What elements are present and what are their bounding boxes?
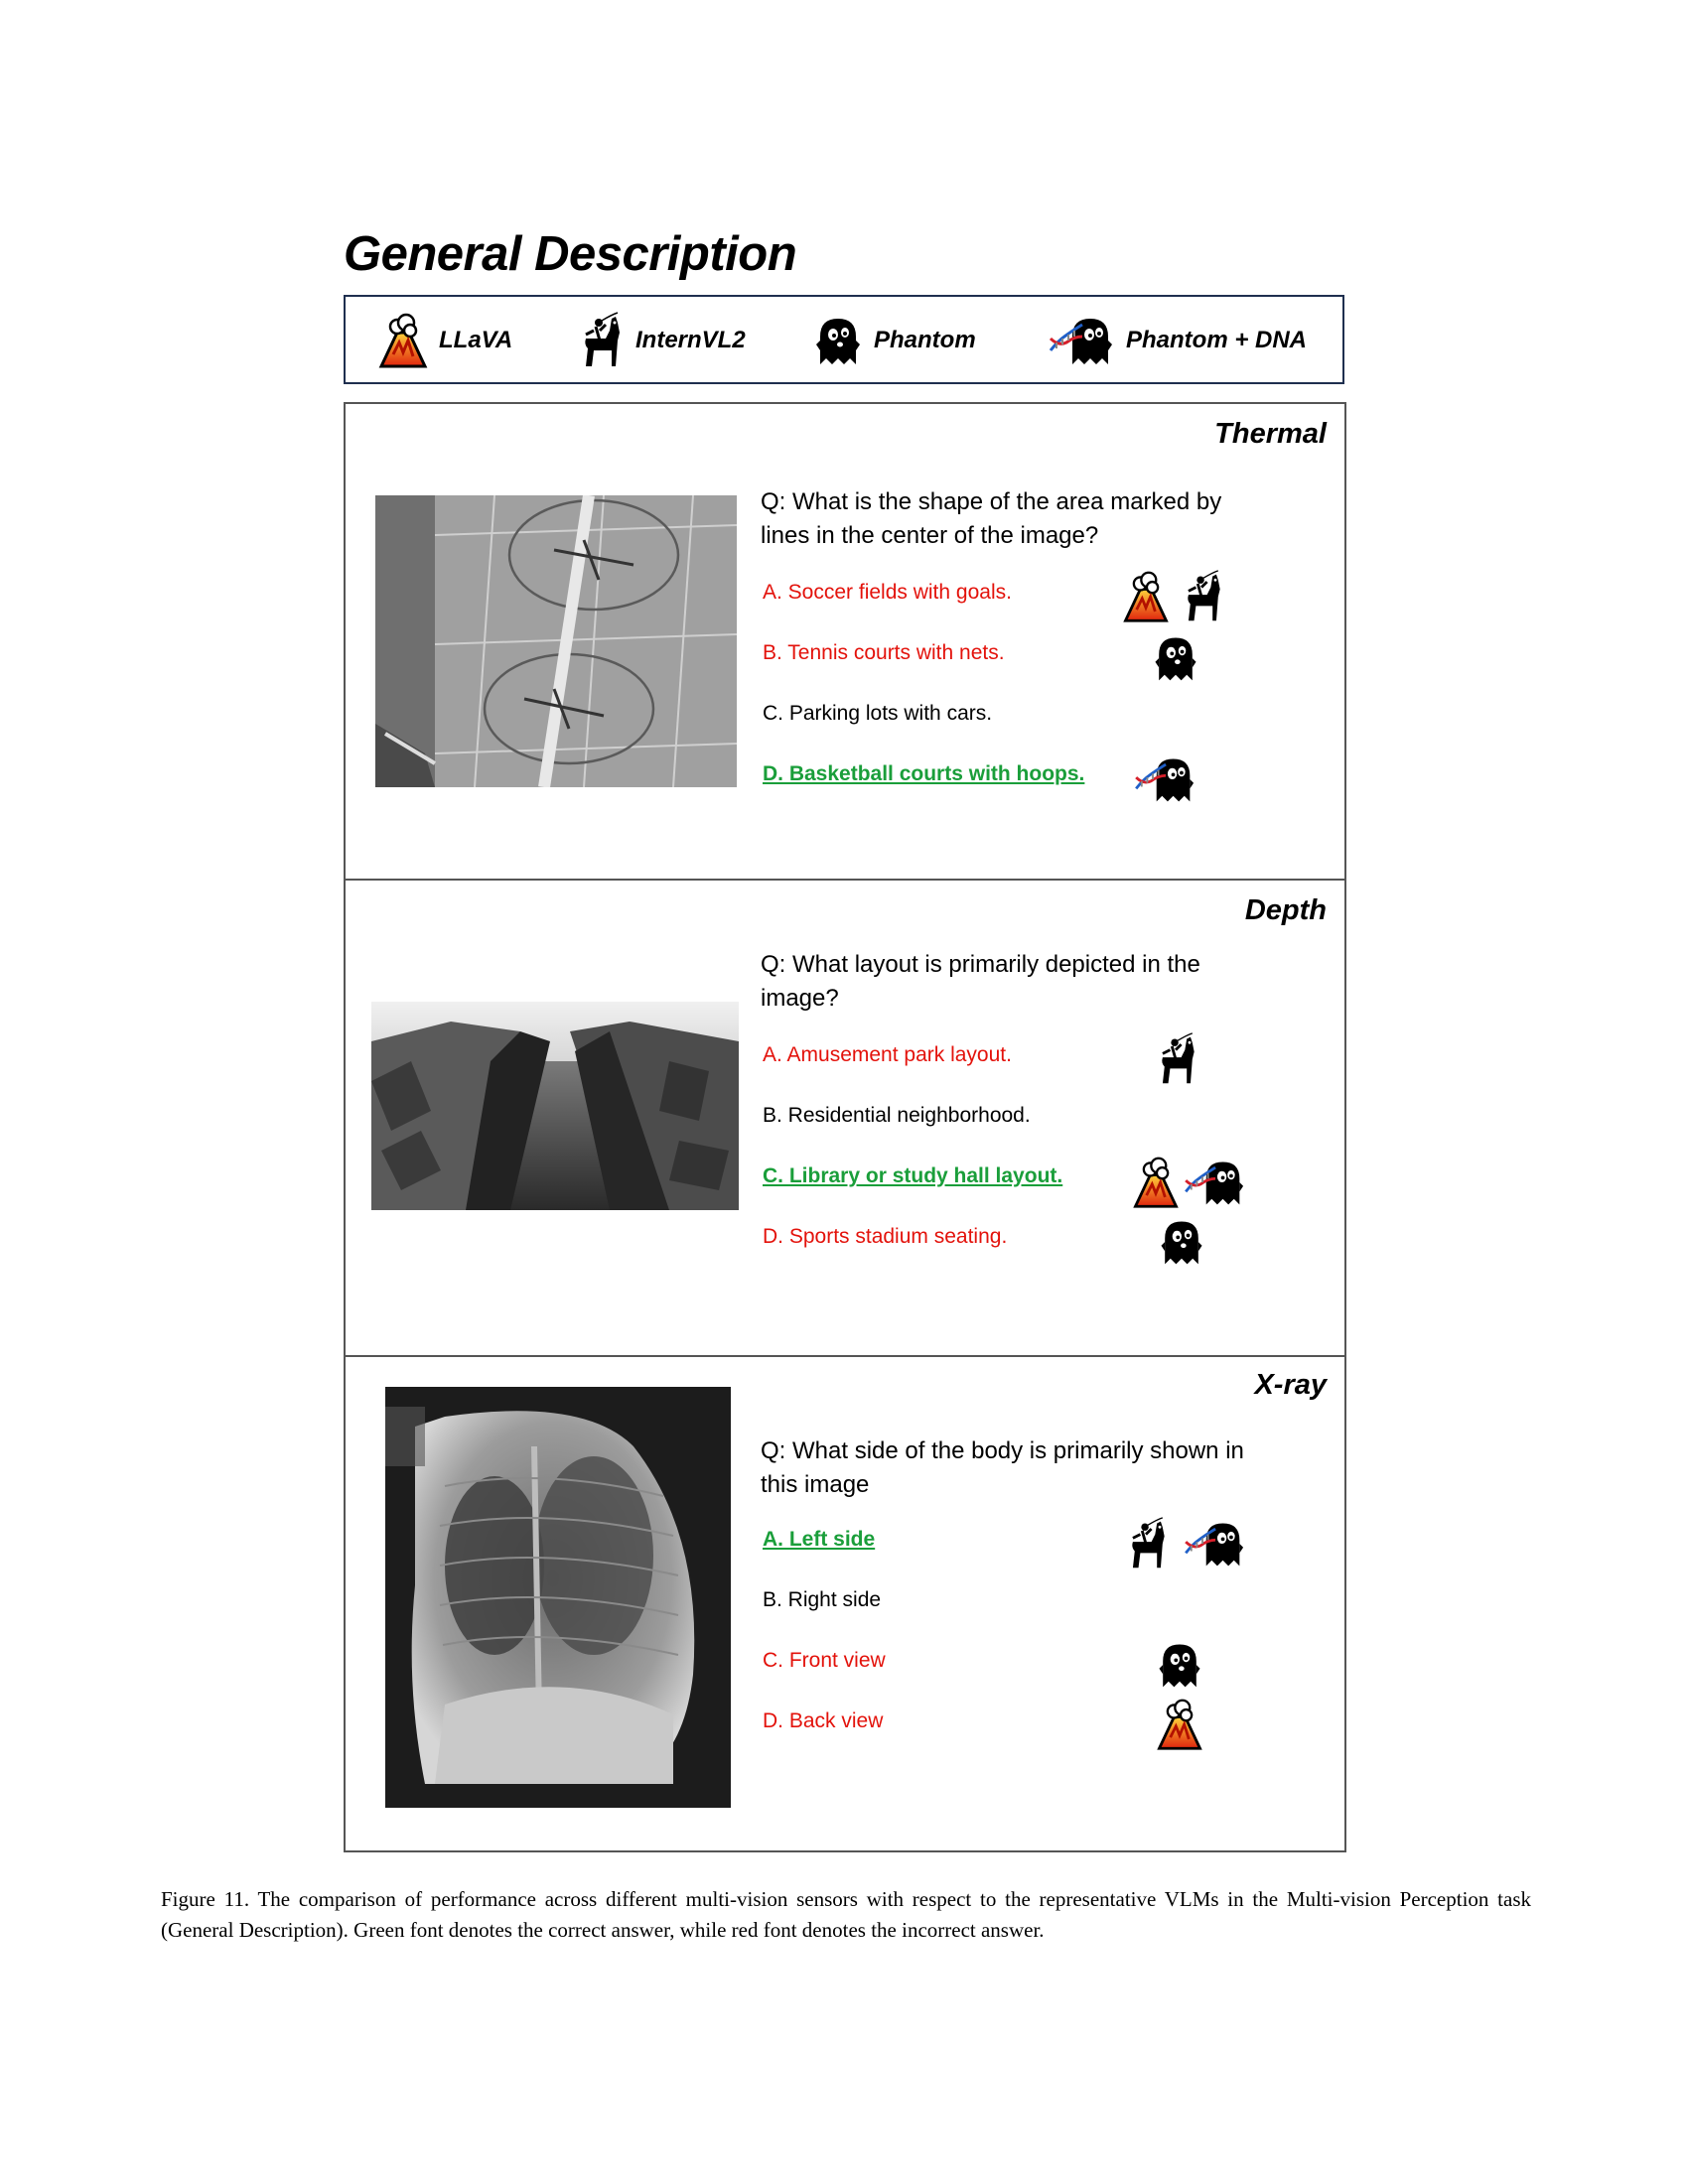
ghost-dna-icon xyxy=(1049,311,1118,370)
model-legend xyxy=(344,295,1344,384)
depth-image xyxy=(371,1002,739,1210)
depth-option-d: D. Sports stadium seating. xyxy=(763,1225,1008,1248)
thermal-option-a: A. Soccer fields with goals. xyxy=(763,581,1012,604)
legend-phantom-label: Phantom xyxy=(874,327,976,353)
ghost-dna-icon xyxy=(1182,1155,1251,1210)
ghost-icon xyxy=(1152,1637,1207,1693)
panel-depth xyxy=(344,879,1346,1357)
legend-llava-label: LLaVA xyxy=(439,327,513,353)
volcano-icon xyxy=(1128,1155,1184,1210)
ghost-icon xyxy=(1154,1214,1209,1270)
ghost-dna-icon xyxy=(1132,751,1201,807)
legend-phantom-dna xyxy=(1049,311,1307,370)
legend-phantom xyxy=(810,311,976,370)
xray-question: Q: What side of the body is primarily shown in this image xyxy=(761,1437,1244,1498)
ghost-icon xyxy=(1148,630,1203,686)
panel-title-depth: Depth xyxy=(1244,894,1327,926)
panel-xray xyxy=(344,1355,1346,1852)
depth-question: Q: What layout is primarily depicted in the image? xyxy=(761,951,1200,1012)
llama-icon xyxy=(1118,1516,1174,1571)
volcano-icon xyxy=(1152,1697,1207,1752)
depth-option-a: A. Amusement park layout. xyxy=(763,1043,1012,1066)
volcano-icon xyxy=(375,311,431,370)
panel-thermal xyxy=(344,402,1346,881)
thermal-question: Q: What is the shape of the area marked by lines in the center of the image? xyxy=(761,488,1222,549)
figure-caption: Figure 11. The comparison of performance across different multi-vision sensors with respect to the representative VLMs in the Multi-vision Perception task (General Description). Green font denotes the correct answer, while red font denotes the incorrect answer. xyxy=(161,1887,1531,1942)
depth-option-b: B. Residential neighborhood. xyxy=(763,1104,1031,1127)
xray-image xyxy=(385,1387,731,1808)
figure-title: General Description xyxy=(344,227,797,281)
legend-internvl-label: InternVL2 xyxy=(635,327,746,353)
depth-option-c: C. Library or study hall layout. xyxy=(763,1164,1063,1187)
thermal-option-c: C. Parking lots with cars. xyxy=(763,702,993,725)
legend-phantom-dna-label: Phantom + DNA xyxy=(1126,327,1308,353)
ghost-icon xyxy=(810,311,866,370)
xray-option-b: B. Right side xyxy=(763,1588,882,1611)
panel-title-xray: X-ray xyxy=(1254,1369,1327,1401)
legend-internvl xyxy=(572,311,746,370)
xray-option-a: A. Left side xyxy=(763,1528,876,1551)
llama-icon xyxy=(1148,1031,1203,1087)
ghost-dna-icon xyxy=(1182,1516,1251,1571)
llama-icon xyxy=(1174,569,1229,624)
volcano-icon xyxy=(1118,569,1174,624)
llama-icon xyxy=(572,311,628,370)
thermal-option-d: D. Basketball courts with hoops. xyxy=(763,762,1085,785)
thermal-option-b: B. Tennis courts with nets. xyxy=(763,641,1005,664)
thermal-image xyxy=(375,495,737,787)
xray-option-d: D. Back view xyxy=(763,1709,884,1732)
xray-option-c: C. Front view xyxy=(763,1649,886,1672)
legend-llava xyxy=(375,311,512,370)
panel-title-thermal: Thermal xyxy=(1214,418,1327,450)
